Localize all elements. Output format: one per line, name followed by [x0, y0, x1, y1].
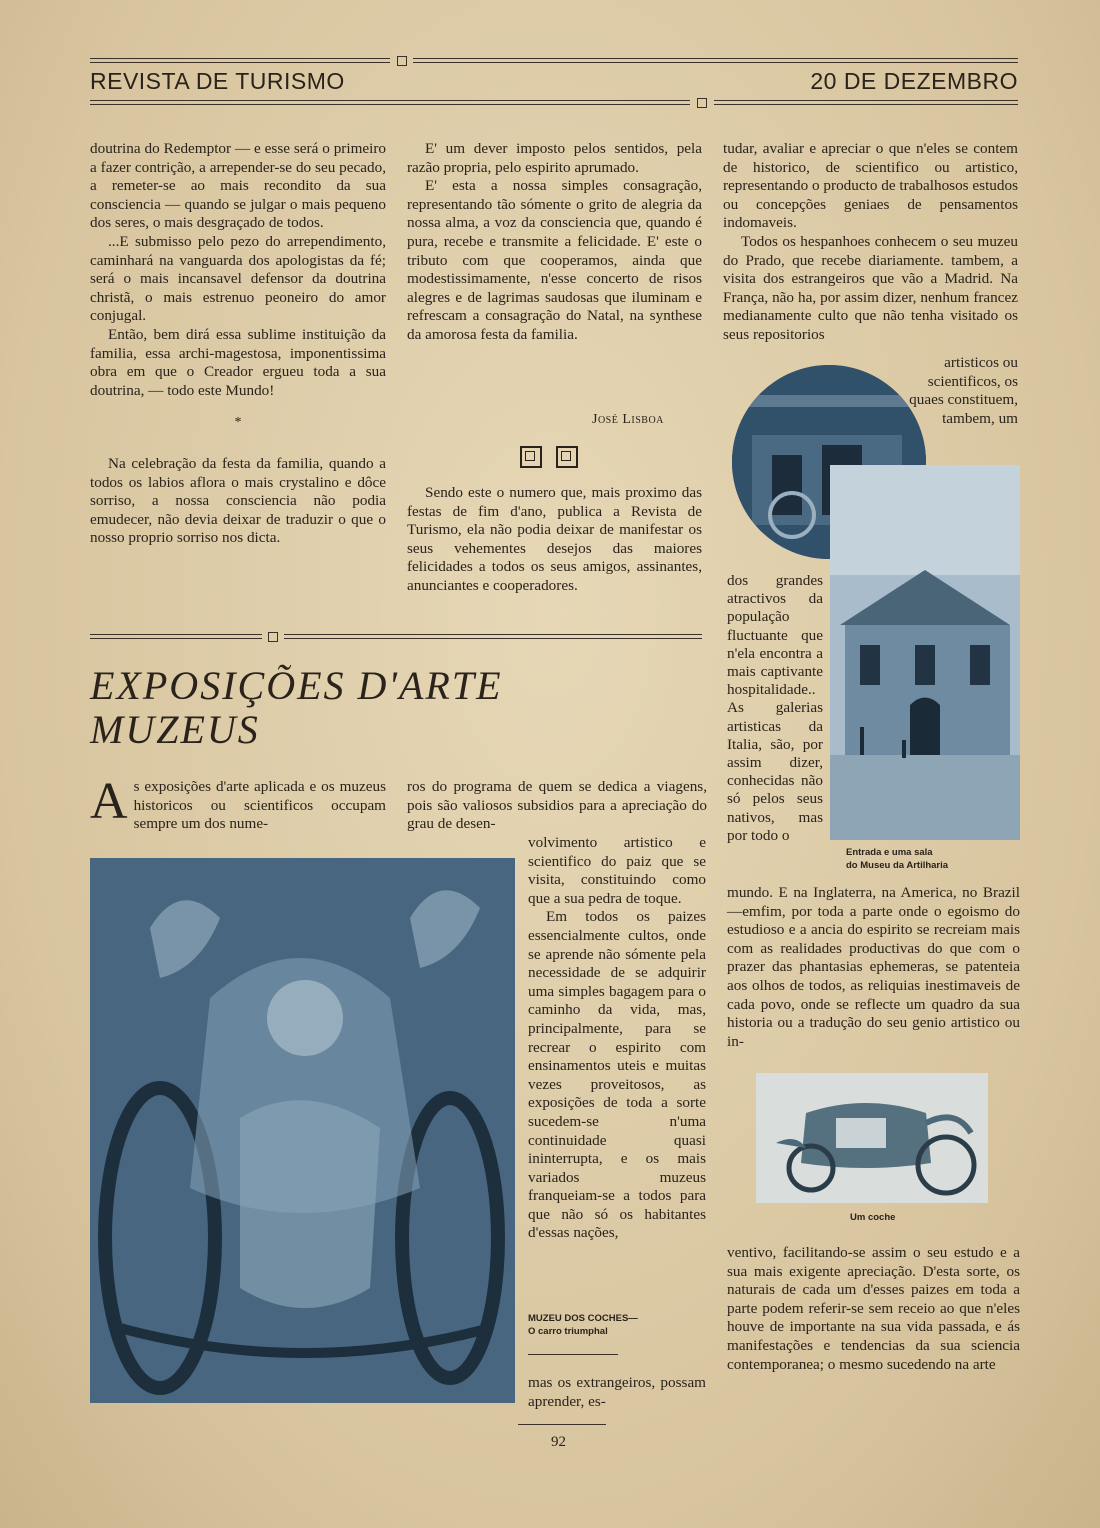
header-ornament-top: [397, 56, 407, 66]
article-column-3-wrap: [890, 354, 1018, 428]
article-title-line-1: EXPOSIÇÕES D'ARTE: [90, 663, 503, 708]
photo-um-coche: [756, 1073, 988, 1203]
caption-um-coche: Um coche: [850, 1212, 896, 1223]
coach-illustration: [756, 1073, 988, 1203]
section-star: *: [234, 415, 242, 431]
section-divider-left: [90, 634, 262, 639]
paragraph: Então, bem dirá essa sublime instituição da familia, essa archi-magestosa, imponentissima obra em que o Creador ergueu toda a sua doutrina, — todo este Mundo!: [90, 325, 386, 399]
paragraph: Em todos os paizes essencialmente cultos, onde se aprende não sómente pela necessidade de se adquirir uma simples bagagem para o caminho da vida, mas, principalmente, para se recrear o espirito com ensinamentos uteis e muitas vezes proveitosos, as exposições de toda a sorte sucedem-se n'uma continuidade quasi ininterrupta, e os mais variados muzeus franqueiam-se a todos para que não só os habitantes d'essas nações,: [528, 908, 706, 1242]
paragraph: tudar, avaliar e apreciar o que n'eles se contem de historico, de scientifico ou artistico, representando o producto de trabalhosos estudos ou concepções geniaes de pensamentos indomaveis.: [723, 140, 1018, 232]
ornament-boxes: [520, 446, 578, 468]
paragraph: ventivo, facilitando-se assim o seu estudo e a sua mais exigente apreciação. D'esta sorte, os naturais de cada um d'esses paizes em toda a parte podem referir-se sem receio ao que n'eles houve de importante na sua vida passada, e ás manifestações e tendencias da sua sciencia contemporanea; o mesmo sucedendo na arte: [727, 1244, 1020, 1373]
article-column-3-bottom: [727, 1244, 1020, 1374]
article-column-3-narrow: [727, 572, 823, 845]
photo-carro-triumphal: [90, 858, 515, 1403]
article-column-2-narrow: [528, 834, 706, 1243]
paragraph: dos grandes atractivos da população fluctuante que n'ela encontra a mais captivante hospitalidade.. As galerias artisticas da Italia, são, por assim dizer, conhecidas não só pelos seus nativos, mas por todo o: [727, 572, 823, 844]
paragraph: ros do programa de quem se dedica a viagens, pois são valiosos subsidios para a apreciação do grau de desen-: [407, 778, 707, 833]
footer-rule: [518, 1424, 606, 1425]
header-rule-bottom: [90, 100, 690, 105]
magazine-title: REVISTA DE TURISMO: [90, 68, 345, 94]
article-title-line-2: MUZEUS: [90, 707, 260, 752]
photo-museu-artilharia-entrance: [830, 465, 1020, 840]
paragraph: artisticos ou scientificos, os quaes constituem, tambem, um: [909, 354, 1018, 427]
caption-carro-triumphal: [528, 1312, 638, 1338]
top-column-2: [407, 140, 702, 345]
header-rule-bottom-right: [714, 100, 1018, 105]
paragraph: Sendo este o numero que, mais proximo das festas de fim d'ano, publica a Revista de Turismo, ela não podia deixar de manifestar os seus vehementes desejos das maiores felicidades a todos os seus amigos, assinantes, anunciantes e cooperadores.: [407, 484, 702, 594]
intro-text: s exposições d'arte aplicada e os muzeus historicos ou scientificos occupam sempre um dos nume-: [133, 778, 386, 833]
paragraph: doutrina do Redemptor — e esse será o primeiro a fazer contrição, a arrepender-se do seu pecado, a remeter-se ao mais recondito da sua consciencia — quando se julgar o mais pequeno dos seres, o mais desgraçado de todos.: [90, 140, 386, 232]
article-column-3-top: [723, 140, 1018, 345]
paragraph: Na celebração da festa da familia, quando a todos os labios aflora o mais crystalino e dôce sorriso, a nossa consciencia não podia emudecer, não devia deixar de traduzir o que o nosso proprio sorriso nos dicta.: [90, 454, 386, 547]
article-column-2-bottom: [528, 1374, 706, 1411]
paragraph: mas os extrangeiros, possam aprender, es-: [528, 1374, 706, 1410]
caption-museu-artilharia: [846, 846, 948, 872]
article-column-3-mid: [727, 884, 1020, 1051]
ornament-box: [520, 446, 542, 468]
caption-line: Entrada e uma sala: [846, 847, 933, 858]
header-rule-top-right: [413, 58, 1018, 63]
article-title: [90, 664, 503, 752]
ornament-box: [556, 446, 578, 468]
carriage-illustration: [90, 858, 515, 1403]
paragraph: Todos os hespanhoes conhecem o seu muzeu do Prado, que recebe diariamente. tambem, a visita dos estrangeiros que vão a Madrid. Na França, não ha, por assim dizer, nenhum francez medianamente culto que não tenha visitado os seus repositorios: [723, 232, 1018, 343]
header-rule-top: [90, 58, 390, 63]
top-column-2-greeting: [407, 484, 702, 596]
top-column-1: [90, 140, 386, 548]
section-divider-ornament: [268, 632, 278, 642]
caption-line: O carro triumphal: [528, 1326, 608, 1337]
paragraph: mundo. E na Inglaterra, na America, no Brazil—emfim, por toda a parte onde o egoismo do estudioso e a ancia do espirito se recreiam mais com as realidades productivas do que com o prazer das phantasias ephemeras, se patenteia aos olhos de todos, as reliquias inestimaveis de cada povo, onde se reflecte um quadro da sua historia ou a tradução do seu genio artistico ou in-: [727, 884, 1020, 1050]
caption-line: MUZEU DOS COCHES—: [528, 1313, 638, 1324]
header-ornament-bottom: [697, 98, 707, 108]
drop-cap: A: [90, 773, 128, 830]
paragraph: ...E submisso pelo pezo do arrependimento, caminhará na vanguarda dos apologistas da fé; será o mais incansavel defensor da doutrina christã, o mais estrenuo peoneiro do amor conjugal.: [90, 232, 386, 325]
author-signature: José Lisboa: [592, 412, 664, 427]
paragraph: E' um dever imposto pelos sentidos, pela razão propria, pelo espirito aprumado.: [407, 140, 702, 176]
issue-date: 20 DE DEZEMBRO: [810, 68, 1018, 94]
article-column-2-top: [407, 778, 707, 834]
caption-divider: [528, 1354, 618, 1355]
caption-line: do Museu da Artilharia: [846, 860, 949, 871]
paragraph: E' esta a nossa simples consagração, representando tão sómente o grito de alegria da nossa alma, a voz da consciencia que, quando é pura, recebe e transmite a felicidade. E' este o tributo com que cooperamos, ainda que modestissimamente, n'esse concerto de risos alegres e de lagrimas saudosas que iluminam e refrescam a consagração do Natal, na synthese da amorosa festa da familia.: [407, 177, 702, 343]
paragraph: volvimento artistico e scientifico do paiz que se visita, constituindo como que a sua pedra de toque.: [528, 834, 706, 907]
section-divider-right: [284, 634, 702, 639]
building-illustration: [830, 465, 1020, 840]
article-intro: [90, 773, 386, 834]
page-number: 92: [551, 1434, 566, 1450]
